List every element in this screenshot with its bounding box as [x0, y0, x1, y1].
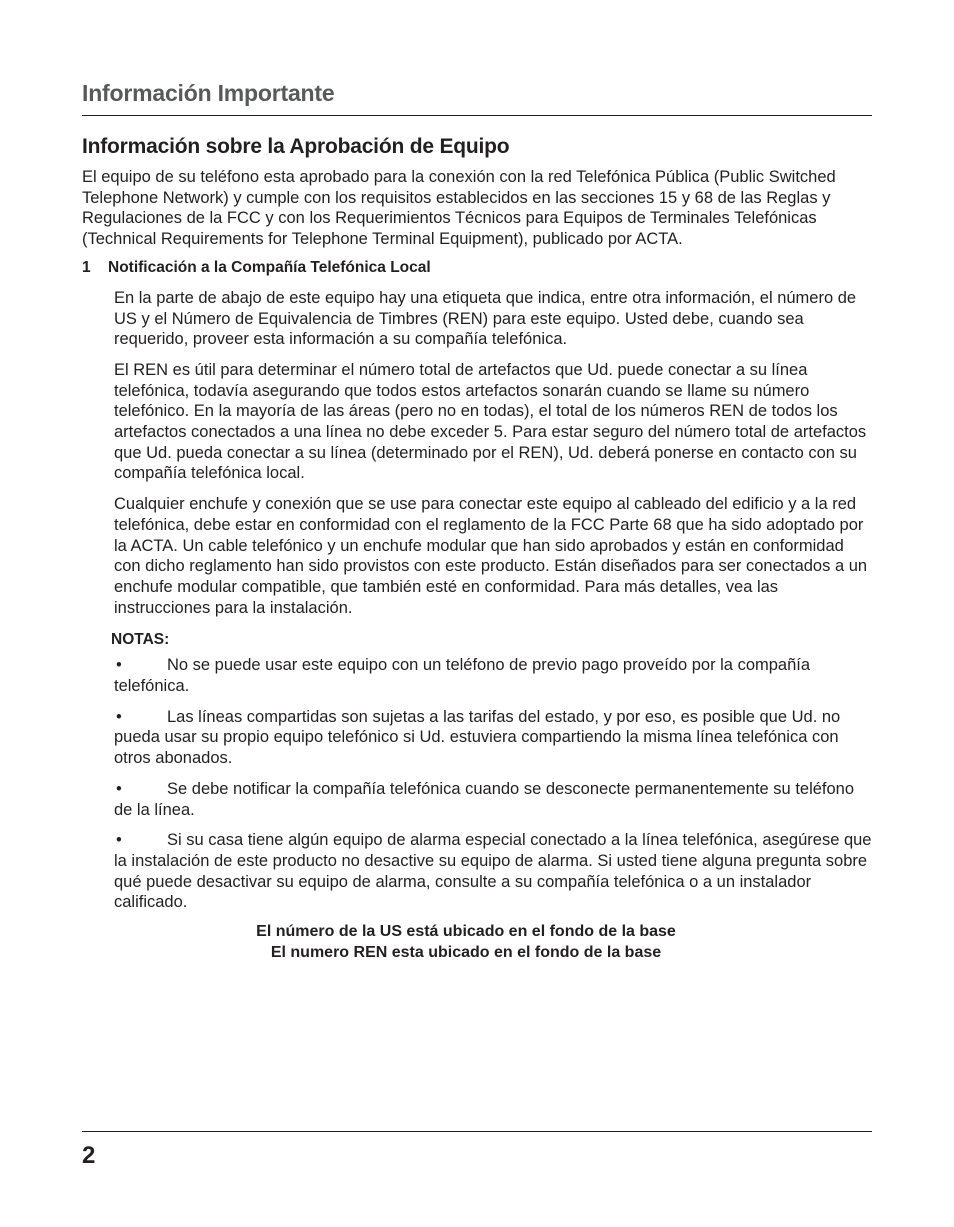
- note-item: [114, 830, 872, 913]
- note-text: Se debe notificar la compañía telefónica cuando se desconecte permanentemente su teléfono de la línea.: [114, 779, 855, 819]
- notes-label: NOTAS:: [111, 631, 170, 649]
- note-text: No se puede usar este equipo con un teléfono de previo pago proveído por la compañía telefónica.: [114, 656, 811, 696]
- section-title: Información sobre la Aprobación de Equipo: [82, 135, 510, 158]
- ren-number-location: El numero REN esta ubicado en el fondo de la base: [270, 944, 662, 962]
- paragraph-ren-info: El REN es útil para determinar el número total de artefactos que Ud. puede conectar a su línea telefónica, todavía asegurando que todos estos artefactos sonarán cuando se llame su número telefónico. En la mayoría de las áreas (pero no en todas), el total de los números REN de todos los artefactos conectados a una línea no debe exceder 5. Para estar seguro del número total de artefactos que Ud. pueda conectar a su línea (determinado por el REN), Ud. deberá ponerse en contacto con su compañía telefónica local.: [114, 360, 867, 483]
- page-footer: [82, 1131, 872, 1171]
- page-number: 2: [82, 1142, 96, 1169]
- header-divider: [82, 115, 872, 116]
- bullet-icon: •: [116, 779, 122, 798]
- page-header-title: Información Importante: [82, 80, 335, 106]
- bullet-icon: •: [116, 656, 122, 675]
- subsection-title: Notificación a la Compañía Telefónica Local: [108, 258, 431, 276]
- bullet-icon: •: [116, 831, 122, 850]
- subsection-body: [114, 288, 872, 619]
- paragraph-connection-info: Cualquier enchufe y conexión que se use para conectar este equipo al cableado del edificio y a la red telefónica, debe estar en conformidad con el reglamento de la FCC Parte 68 que ha sido adoptado por la ACTA. Un cable telefónico y un enchufe modular que han sido aprobados y están en conformidad con dicho reglamento han sido provistos con este producto. Están diseñados para ser conectados a un enchufe modular compatible, que también esté en conformidad. Para más detalles, vea las instrucciones para la instalación.: [114, 495, 868, 617]
- intro-paragraph: El equipo de su teléfono esta aprobado para la conexión con la red Telefónica Pública (Public Switched Telephone Network) y cumple con los requisitos establecidos en las secciones 15 y 68 de las Reglas y Regulaciones de la FCC y con los Requerimientos Técnicos para Equipos de Terminales Telefónicas (Technical Requirements for Telephone Terminal Equipment), publicado por ACTA.: [82, 168, 836, 249]
- bullet-icon: •: [116, 707, 122, 726]
- us-number-location: El número de la US está ubicado en el fondo de la base: [256, 923, 676, 941]
- footer-divider: [82, 1131, 872, 1132]
- main-content: [82, 133, 872, 963]
- note-text: Si su casa tiene algún equipo de alarma especial conectado a la línea telefónica, asegúrese que la instalación de este producto no desactive su equipo de alarma. Si usted tiene alguna pregunta sobre qué puede desactivar su equipo de alarma, consulte a su compañía telefónica o a un instalador calificado.: [114, 831, 872, 912]
- subsection-heading: [82, 258, 872, 278]
- note-text: Las líneas compartidas son sujetas a las tarifas del estado, y por eso, es posible que Ud. no pueda usar su propio equipo telefónico si Ud. estuviera compartiendo la misma línea telefónica con otros abonados.: [114, 707, 841, 768]
- notes-list: [114, 655, 872, 913]
- subsection-number: 1: [82, 258, 91, 276]
- note-item: [114, 779, 872, 820]
- note-item: [114, 655, 872, 696]
- page-header: [82, 78, 872, 116]
- location-note: [60, 921, 872, 963]
- note-item: [114, 707, 872, 769]
- paragraph-label-info: En la parte de abajo de este equipo hay una etiqueta que indica, entre otra información, el número de US y el Número de Equivalencia de Timbres (REN) para este equipo. Usted debe, cuando sea requerido, proveer esta información a su compañía telefónica.: [114, 288, 857, 349]
